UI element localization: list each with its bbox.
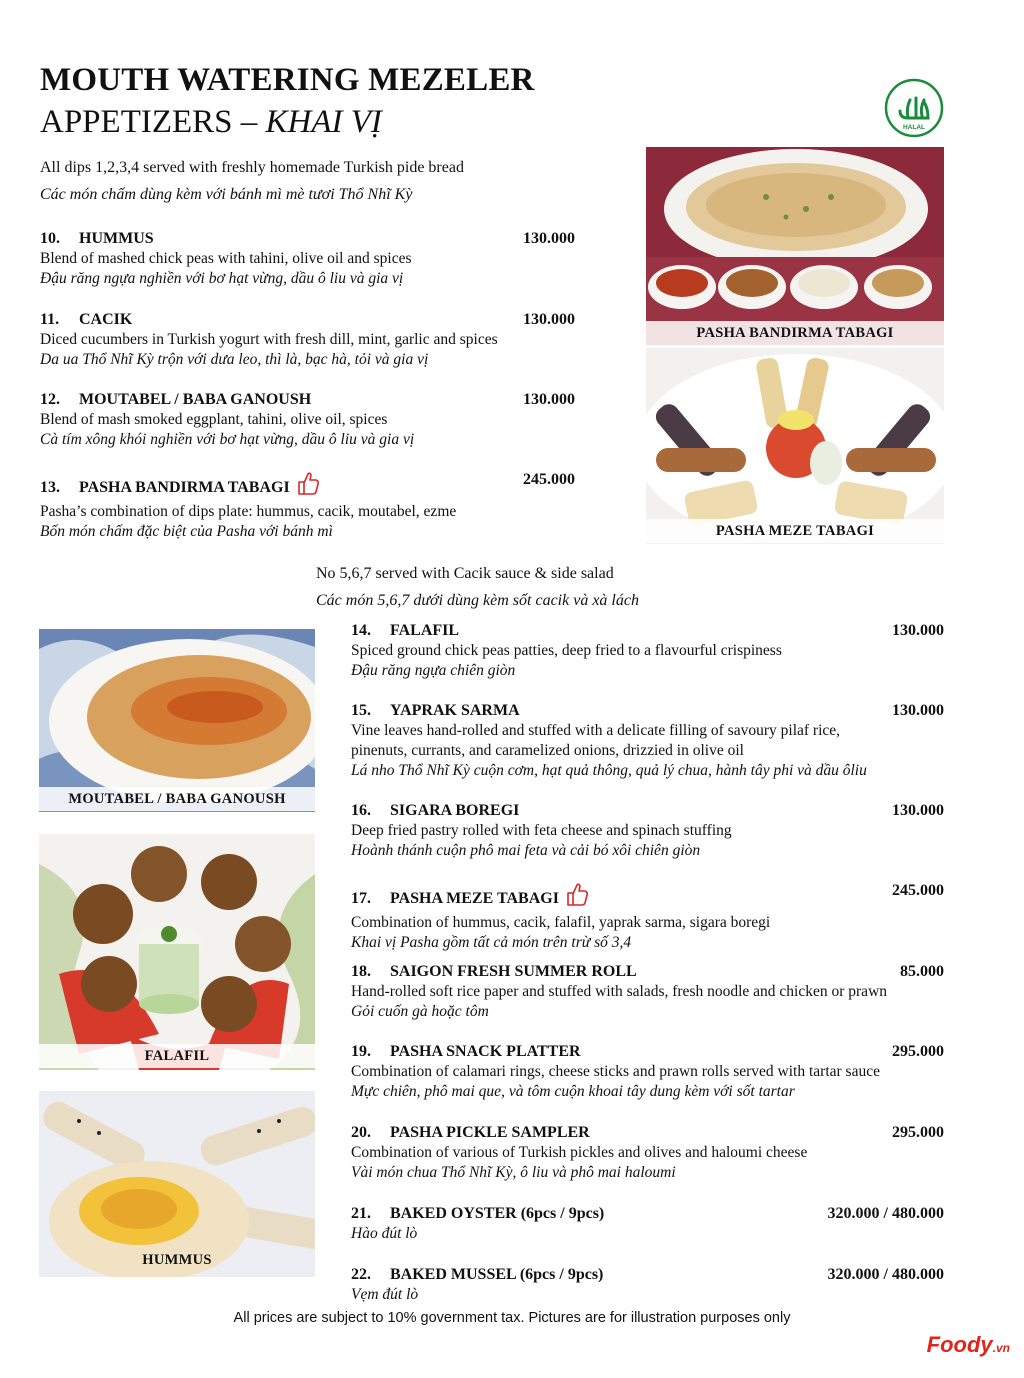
item-desc: Combination of hummus, cacik, falafil, yaprak sarma, sigara boregi [351,914,771,931]
item-desc-vi: Da ua Thổ Nhĩ Kỳ trộn với dưa leo, thì là, bạc hà, tỏi và gia vị [40,351,429,368]
item-price: 130.000 [523,311,575,328]
photo-caption: PASHA MEZE TABAGI [646,519,944,543]
item-price: 85.000 [900,963,944,980]
item-title: 10. HUMMUS [40,230,154,247]
photo-falafil [39,834,315,1070]
item-desc: Combination of various of Turkish pickles and olives and haloumi cheese [351,1144,808,1161]
halal-icon [884,78,944,138]
item-price: 320.000 / 480.000 [827,1266,944,1283]
photo-pasha-meze-tabagi [646,348,944,544]
item-title: 11. CACIK [40,311,133,328]
menu-item-22 [351,1265,944,1305]
item-price: 130.000 [892,622,944,639]
menu-item-17 [351,881,944,953]
item-price: 295.000 [892,1043,944,1060]
item-desc-vi: Khai vị Pasha gồm tất cả món trên trừ số 3,4 [351,934,632,951]
item-desc: Hand-rolled soft rice paper and stuffed with salads, fresh noodle and chicken or prawn [351,983,888,1000]
item-desc-vi: Vẹm đút lò [351,1286,419,1303]
intro2-vi: Các món 5,6,7 dưới dùng kèm sốt cacik và xà lách [316,592,639,609]
item-title: 13. PASHA BANDIRMA TABAGI [40,470,575,502]
photo-moutabel [39,629,315,812]
intro2-en: No 5,6,7 served with Cacik sauce & side salad [316,565,614,582]
falafil-image [39,834,315,1070]
item-title: 15. YAPRAK SARMA [351,702,520,719]
page-title: MOUTH WATERING MEZELER [40,62,535,98]
menu-item-18 [351,962,944,1022]
item-desc: Spiced ground chick peas patties, deep fried to a flavourful crispiness [351,642,782,659]
item-title: 18. SAIGON FRESH SUMMER ROLL [351,963,637,980]
photo-caption: FALAFIL [39,1044,315,1068]
item-price: 130.000 [892,802,944,819]
moutabel-image [39,629,315,812]
item-desc-vi: Hoành thánh cuộn phô mai feta và cải bó xôi chiên giòn [351,842,701,859]
menu-item-11 [40,310,575,370]
bandirma-image [646,147,944,345]
item-title: 19. PASHA SNACK PLATTER [351,1043,581,1060]
item-price: 130.000 [892,702,944,719]
menu-item-14 [351,621,944,681]
item-title: 16. SIGARA BOREGI [351,802,520,819]
page-subtitle [40,104,382,141]
item-desc-vi: Bốn món chấm đặc biệt của Pasha với bánh mì [40,523,333,540]
menu-item-15 [351,701,944,781]
menu-item-19 [351,1042,944,1102]
item-desc: Blend of mashed chick peas with tahini, olive oil and spices [40,250,412,267]
item-desc-vi: Vài món chua Thổ Nhĩ Kỳ, ô liu và phô mai haloumi [351,1164,676,1181]
meze-image [646,348,944,544]
item-desc: Pasha’s combination of dips plate: hummus, cacik, moutabel, ezme [40,503,457,520]
item-title: 12. MOUTABEL / BABA GANOUSH [40,391,312,408]
item-desc: Deep fried pastry rolled with feta cheese and spinach stuffing [351,822,732,839]
intro-vi: Các món chấm dùng kèm với bánh mì mè tươi Thổ Nhĩ Kỳ [40,186,413,203]
item-price: 130.000 [523,230,575,247]
menu-item-20 [351,1123,944,1183]
item-price: 320.000 / 480.000 [827,1205,944,1222]
thumbs-up-icon [565,881,589,913]
item-desc-vi: Đậu răng ngựa chiên giòn [351,662,516,679]
item-desc-vi: Hào đút lò [351,1225,418,1242]
item-title: 22. BAKED MUSSEL (6pcs / 9pcs) [351,1266,604,1283]
item-desc: Blend of mash smoked eggplant, tahini, olive oil, spices [40,411,388,428]
item-desc-vi: Lá nho Thổ Nhĩ Kỳ cuộn cơm, hạt quả thông, quả lý chua, hành tây phi và dầu ôliu [351,762,867,779]
menu-item-21 [351,1204,944,1244]
halal-text: HALAL [902,124,926,131]
halal-logo [884,78,944,138]
item-title: 17. PASHA MEZE TABAGI [351,881,944,913]
menu-item-13 [40,470,575,542]
item-price: 245.000 [523,471,575,488]
subtitle-vi: KHAI VỊ [265,104,382,140]
item-title: 20. PASHA PICKLE SAMPLER [351,1124,590,1141]
item-desc-vi: Gỏi cuốn gà hoặc tôm [351,1003,489,1020]
item-price: 295.000 [892,1124,944,1141]
foody-brand: Foody [926,1332,993,1357]
intro-en: All dips 1,2,3,4 served with freshly homemade Turkish pide bread [40,159,464,176]
item-desc-vi: Đậu răng ngựa nghiền với bơ hạt vừng, dầu ô liu và gia vị [40,270,404,287]
photo-caption: MOUTABEL / BABA GANOUSH [39,787,315,811]
photo-hummus [39,1091,315,1277]
menu-item-16 [351,801,944,861]
item-desc-line2: pinenuts, currants, and caramelized onions, drizzied in olive oil [351,742,744,759]
item-desc: Vine leaves hand-rolled and stuffed with a delicate filling of savoury pilaf rice, [351,722,841,739]
item-title: 14. FALAFIL [351,622,460,639]
item-price: 130.000 [523,391,575,408]
photo-caption: HUMMUS [142,1252,212,1268]
menu-item-12 [40,390,575,450]
foody-suffix: .vn [992,1341,1010,1355]
photo-caption: PASHA BANDIRMA TABAGI [646,321,944,345]
subtitle-en: APPETIZERS – [40,104,266,140]
photo-pasha-bandirma-tabagi [646,147,944,345]
thumbs-up-icon [296,470,320,502]
foody-logo [927,1332,1010,1358]
item-desc-vi: Cà tím xông khói nghiền với bơ hạt vừng, dầu ô liu và gia vị [40,431,415,448]
item-desc: Diced cucumbers in Turkish yogurt with fresh dill, mint, garlic and spices [40,331,498,348]
item-price: 245.000 [892,882,944,899]
item-title: 21. BAKED OYSTER (6pcs / 9pcs) [351,1205,605,1222]
menu-item-10 [40,229,575,289]
item-desc: Combination of calamari rings, cheese sticks and prawn rolls served with tartar sauce [351,1063,880,1080]
footer-note: All prices are subject to 10% government tax. Pictures are for illustration purposes only [233,1310,791,1326]
item-desc-vi: Mực chiên, phô mai que, và tôm cuộn khoai tây dung kèm với sốt tartar [351,1083,795,1100]
